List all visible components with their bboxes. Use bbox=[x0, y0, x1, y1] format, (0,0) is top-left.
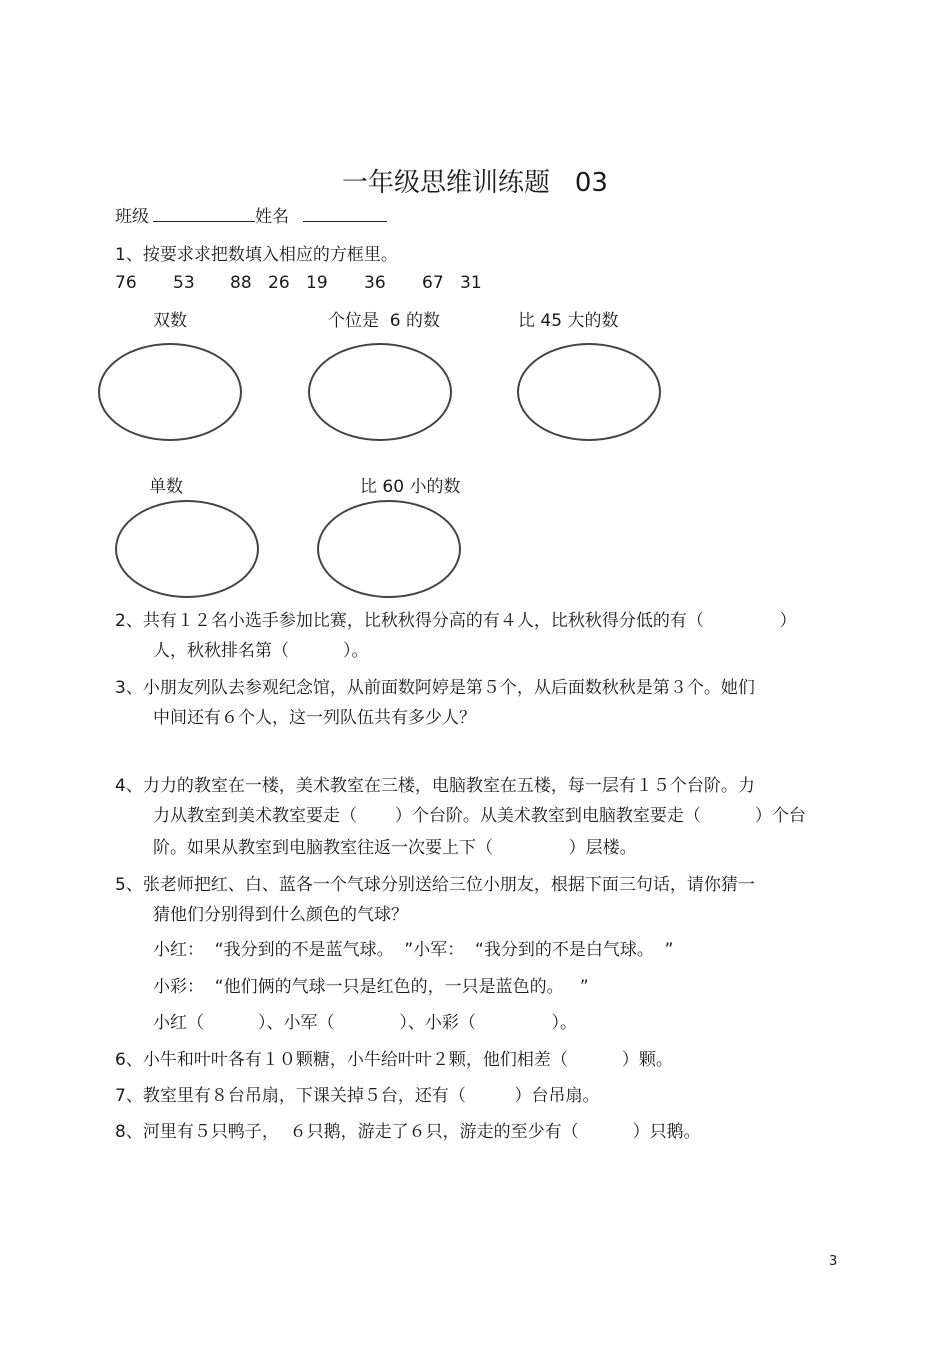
number-item: 19 bbox=[306, 273, 328, 293]
page-number: 3 bbox=[829, 1254, 838, 1269]
answer-oval-even[interactable] bbox=[98, 343, 242, 441]
q7-text: 7、教室里有８台吊扇，下课关掉５台，还有（ ）台吊扇。 bbox=[115, 1086, 600, 1106]
answer-oval-odd[interactable] bbox=[115, 500, 259, 598]
answer-oval-less-60[interactable] bbox=[317, 500, 461, 598]
answer-oval-greater-45[interactable] bbox=[517, 343, 661, 441]
number-item: 53 bbox=[173, 273, 195, 293]
q4-line-1: 4、力力的教室在一楼，美术教室在三楼，电脑教室在五楼，每一层有１５个台阶。力 bbox=[115, 776, 755, 796]
number-item: 88 bbox=[230, 273, 252, 293]
class-blank[interactable] bbox=[153, 204, 255, 222]
page-title: 一年级思维训练题 03 bbox=[342, 168, 608, 198]
q6-text: 6、小牛和叶叶各有１０颗糖，小牛给叶叶２颗，他们相差（ ）颗。 bbox=[115, 1050, 673, 1070]
number-item: 67 bbox=[422, 273, 444, 293]
class-label: 班级 bbox=[115, 207, 149, 227]
q4-line-3: 阶。如果从教室到电脑教室往返一次要上下（ ）层楼。 bbox=[153, 838, 637, 858]
number-item: 26 bbox=[268, 273, 290, 293]
q8-text: 8、河里有５只鸭子， ６只鹅，游走了６只，游走的至少有（ ）只鹅。 bbox=[115, 1122, 701, 1142]
q4-line-2: 力从教室到美术教室要走（ ）个台阶。从美术教室到电脑教室要走（ ）个台 bbox=[153, 806, 806, 826]
q3-line-2: 中间还有６个人，这一列队伍共有多少人？ bbox=[153, 708, 476, 728]
number-item: 76 bbox=[115, 273, 137, 293]
q5-line-2: 猜他们分别得到什么颜色的气球？ bbox=[153, 905, 408, 925]
answer-oval-ones-six[interactable] bbox=[308, 343, 452, 441]
q1-prompt: 1、按要求求把数填入相应的方框里。 bbox=[115, 245, 398, 265]
name-label: 姓名 bbox=[255, 207, 289, 227]
q5-line-3: 小红： “我分到的不是蓝气球。 ”小军： “我分到的不是白气球。 ” bbox=[153, 940, 674, 960]
q5-line-1: 5、张老师把红、白、蓝各一个气球分别送给三位小朋友，根据下面三句话，请你猜一 bbox=[115, 875, 755, 895]
q2-line-1: 2、共有１２名小选手参加比赛，比秋秋得分高的有４人，比秋秋得分低的有（ ） bbox=[115, 611, 797, 631]
category-label-even: 双数 bbox=[153, 311, 187, 331]
name-blank[interactable] bbox=[303, 204, 387, 222]
category-label-ones-six: 个位是 6 的数 bbox=[328, 311, 441, 331]
number-item: 36 bbox=[364, 273, 386, 293]
q3-line-1: 3、小朋友列队去参观纪念馆，从前面数阿婷是第５个，从后面数秋秋是第３个。她们 bbox=[115, 678, 755, 698]
category-label-odd: 单数 bbox=[149, 477, 183, 497]
q5-line-4: 小彩： “他们俩的气球一只是红色的，一只是蓝色的。 ” bbox=[153, 977, 589, 997]
category-label-less-60: 比 60 小的数 bbox=[360, 477, 461, 497]
class-name-line bbox=[115, 202, 387, 227]
q2-line-2: 人，秋秋排名第（ ）。 bbox=[153, 641, 369, 661]
category-label-greater-45: 比 45 大的数 bbox=[518, 311, 619, 331]
number-item: 31 bbox=[460, 273, 482, 293]
q5-answer-line: 小红（ ）、小军（ ）、小彩（ ）。 bbox=[153, 1013, 578, 1033]
